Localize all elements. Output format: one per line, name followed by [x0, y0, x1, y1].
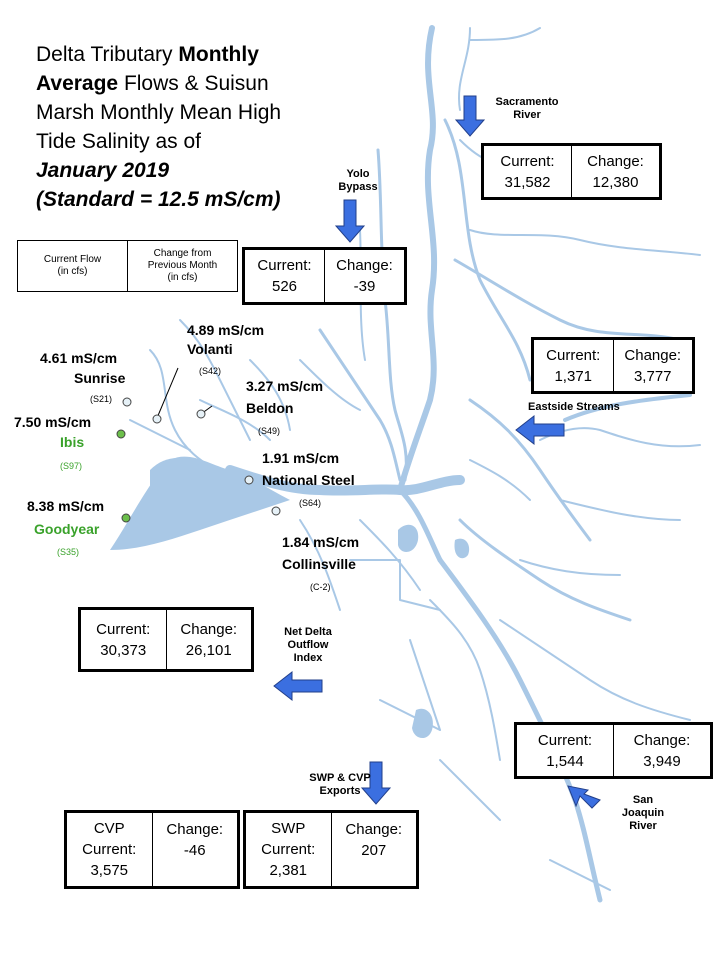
collinsville-name: Collinsville: [282, 556, 356, 572]
station-sunrise-marker: [123, 398, 131, 406]
eastside-streams-label: Eastside Streams: [528, 401, 620, 413]
station-volanti-marker: [153, 415, 161, 423]
volanti-name: Volanti: [187, 341, 233, 357]
outflow-box: [78, 607, 254, 672]
san-joaquin-flow-box: [514, 722, 713, 779]
station-beldon-marker: [197, 410, 205, 418]
sacramento-change: Change: 12,380: [571, 146, 659, 197]
outflow-change: Change: 26,101: [166, 610, 252, 669]
eastside-current: Current: 1,371: [546, 346, 601, 385]
cvp-flow-box: [64, 810, 240, 889]
volanti-code: (S42): [199, 366, 222, 376]
swp-current: SWP Current: 2,381: [261, 820, 316, 879]
ibis-salinity: 7.50 mS/cm: [14, 414, 92, 430]
collinsville-code: (C-2): [310, 582, 331, 592]
goodyear-code: (S35): [57, 547, 80, 557]
ibis-name: Ibis: [60, 434, 85, 450]
goodyear-name: Goodyear: [34, 521, 100, 537]
station-goodyear-marker: [122, 514, 130, 522]
san-joaquin-river-label: San Joaquin River: [621, 794, 665, 832]
sacramento-arrow-icon: [456, 96, 484, 136]
volanti-salinity: 4.89 mS/cm: [187, 322, 265, 338]
sacramento-flow-box: [481, 143, 662, 200]
yolo-bypass-label: Yolo Bypass: [338, 168, 378, 193]
cvp-change: Change: -46: [152, 813, 238, 886]
national-steel-name: National Steel: [262, 472, 355, 488]
san-joaquin-current: Current: 1,544: [537, 731, 593, 770]
outflow-current: Current: 30,373: [96, 620, 151, 659]
national-steel-code: (S64): [299, 498, 322, 508]
figure-title: Delta Tributary Monthly Average Flows & Suisun Marsh Monthly Mean High Tide Salinity as of January 2019 (Standard = 12.5 mS/cm): [36, 43, 282, 211]
yolo-current: Current: 526: [257, 257, 312, 295]
goodyear-salinity: 8.38 mS/cm: [27, 498, 105, 514]
legend-change: Change from Previous Month (in cfs): [127, 241, 237, 291]
swp-flow-box: [243, 810, 419, 889]
swp-change: Change: 207: [331, 813, 417, 886]
legend-current-flow: Current Flow (in cfs): [43, 254, 102, 277]
ibis-code: (S97): [60, 461, 83, 471]
beldon-salinity: 3.27 mS/cm: [246, 378, 324, 394]
collinsville-salinity: 1.84 mS/cm: [282, 534, 360, 550]
yolo-change: Change: -39: [324, 250, 404, 302]
yolo-flow-box: [242, 247, 407, 305]
outflow-arrow-icon: [274, 672, 322, 700]
eastside-flow-box: [531, 337, 695, 394]
eastside-change: Change: 3,777: [613, 340, 693, 391]
exports-label: SWP & CVP Exports: [309, 772, 371, 797]
cvp-current: CVP Current: 3,575: [82, 820, 137, 879]
national-steel-salinity: 1.91 mS/cm: [262, 450, 340, 466]
station-collinsville-marker: [272, 507, 280, 515]
sacramento-current: Current: 31,582: [500, 152, 555, 191]
beldon-code: (S49): [258, 426, 281, 436]
san-joaquin-arrow-icon: [568, 786, 600, 808]
sunrise-name: Sunrise: [74, 370, 126, 386]
sunrise-code: (S21): [90, 394, 113, 404]
station-national-steel-marker: [245, 476, 253, 484]
san-joaquin-change: Change: 3,949: [613, 725, 710, 776]
flow-legend: [17, 240, 238, 292]
net-delta-outflow-label: Net Delta Outflow Index: [284, 626, 332, 664]
sunrise-salinity: 4.61 mS/cm: [40, 350, 118, 366]
beldon-name: Beldon: [246, 400, 294, 416]
station-ibis-marker: [117, 430, 125, 438]
sacramento-river-label: Sacramento River: [495, 96, 559, 121]
